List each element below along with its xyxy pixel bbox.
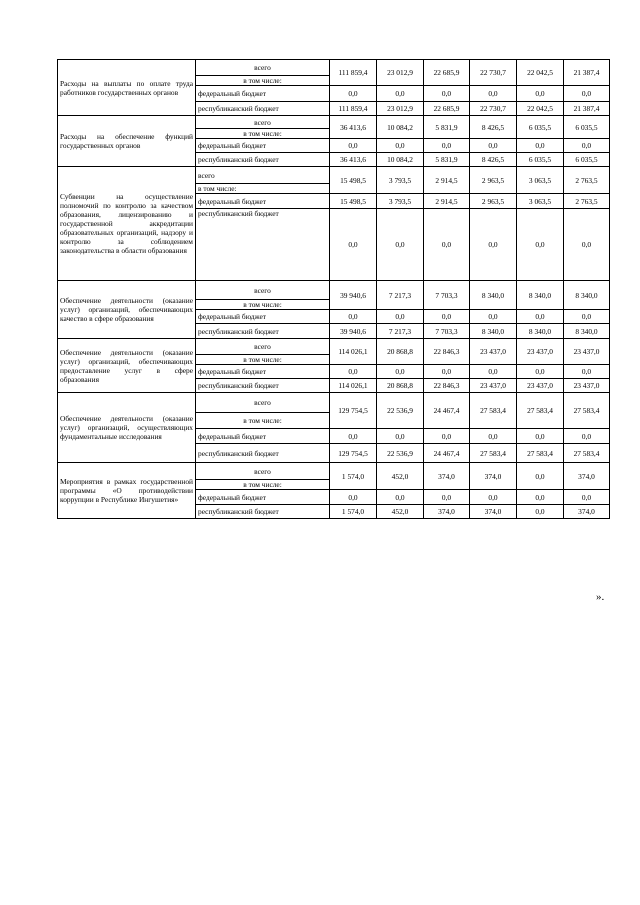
federal-value: 0,0 bbox=[424, 139, 470, 153]
total-value: 36 413,6 bbox=[330, 116, 377, 139]
total-value: 452,0 bbox=[377, 463, 424, 490]
republican-value: 20 868,8 bbox=[377, 379, 424, 393]
total-value: 23 012,9 bbox=[377, 60, 424, 86]
federal-value: 0,0 bbox=[564, 139, 610, 153]
federal-value: 0,0 bbox=[470, 86, 517, 102]
total-value: 0,0 bbox=[517, 463, 564, 490]
republican-value: 7 703,3 bbox=[424, 324, 470, 339]
total-value: 23 437,0 bbox=[564, 339, 610, 365]
total-value: 374,0 bbox=[564, 463, 610, 490]
incl-label: в том числе: bbox=[196, 76, 330, 86]
incl-label: в том числе: bbox=[196, 413, 330, 429]
republican-value: 10 084,2 bbox=[377, 153, 424, 167]
republican-value: 23 437,0 bbox=[564, 379, 610, 393]
federal-value: 0,0 bbox=[517, 86, 564, 102]
total-value: 3 793,5 bbox=[377, 167, 424, 194]
federal-value: 0,0 bbox=[424, 310, 470, 324]
table-row bbox=[58, 281, 610, 300]
federal-value: 0,0 bbox=[517, 365, 564, 379]
republican-value: 27 583,4 bbox=[470, 444, 517, 463]
total-value: 22 846,3 bbox=[424, 339, 470, 365]
federal-value: 0,0 bbox=[564, 310, 610, 324]
incl-label: в том числе: bbox=[196, 480, 330, 490]
federal-value: 0,0 bbox=[564, 490, 610, 505]
republican-label: республиканский бюджет bbox=[196, 102, 330, 116]
federal-value: 0,0 bbox=[330, 139, 377, 153]
total-value: 2 914,5 bbox=[424, 167, 470, 194]
federal-value: 0,0 bbox=[377, 310, 424, 324]
republican-value: 129 754,5 bbox=[330, 444, 377, 463]
federal-value: 15 498,5 bbox=[330, 194, 377, 209]
total-value: 7 217,3 bbox=[377, 281, 424, 310]
republican-value: 22 846,3 bbox=[424, 379, 470, 393]
total-value: 129 754,5 bbox=[330, 393, 377, 429]
federal-value: 0,0 bbox=[424, 429, 470, 444]
incl-label: в том числе: bbox=[196, 129, 330, 139]
republican-label: республиканский бюджет bbox=[196, 444, 330, 463]
federal-label: федеральный бюджет bbox=[196, 194, 330, 209]
closing-quote: ». bbox=[596, 591, 605, 603]
republican-value: 22 730,7 bbox=[470, 102, 517, 116]
federal-value: 0,0 bbox=[330, 310, 377, 324]
republican-value: 0,0 bbox=[517, 209, 564, 281]
total-value: 8 426,5 bbox=[470, 116, 517, 139]
federal-value: 0,0 bbox=[470, 139, 517, 153]
table-row bbox=[58, 60, 610, 76]
federal-label: федеральный бюджет bbox=[196, 490, 330, 505]
republican-label: республиканский бюджет bbox=[196, 505, 330, 519]
republican-value: 8 426,5 bbox=[470, 153, 517, 167]
federal-value: 0,0 bbox=[377, 86, 424, 102]
republican-value: 114 026,1 bbox=[330, 379, 377, 393]
total-label: всего bbox=[196, 116, 330, 129]
republican-value: 6 035,5 bbox=[517, 153, 564, 167]
republican-value: 27 583,4 bbox=[517, 444, 564, 463]
federal-label: федеральный бюджет bbox=[196, 139, 330, 153]
table-row bbox=[58, 339, 610, 355]
federal-value: 3 793,5 bbox=[377, 194, 424, 209]
federal-value: 0,0 bbox=[330, 365, 377, 379]
republican-label: республиканский бюджет bbox=[196, 153, 330, 167]
total-value: 22 536,9 bbox=[377, 393, 424, 429]
row-name: Расходы на выплаты по оплате труда работников государственных органов bbox=[58, 60, 196, 116]
total-value: 20 868,8 bbox=[377, 339, 424, 365]
federal-value: 0,0 bbox=[377, 429, 424, 444]
republican-label: республиканский бюджет bbox=[196, 209, 330, 281]
budget-table bbox=[57, 59, 610, 519]
republican-label: республиканский бюджет bbox=[196, 379, 330, 393]
total-value: 3 063,5 bbox=[517, 167, 564, 194]
federal-value: 0,0 bbox=[470, 429, 517, 444]
total-label: всего bbox=[196, 60, 330, 76]
republican-value: 111 859,4 bbox=[330, 102, 377, 116]
federal-value: 0,0 bbox=[330, 490, 377, 505]
federal-label: федеральный бюджет bbox=[196, 310, 330, 324]
total-value: 23 437,0 bbox=[517, 339, 564, 365]
republican-value: 27 583,4 bbox=[564, 444, 610, 463]
row-name: Обеспечение деятельности (оказание услуг) организаций, осуществляющих фундаментальные исследования bbox=[58, 393, 196, 463]
total-value: 2 963,5 bbox=[470, 167, 517, 194]
federal-value: 0,0 bbox=[564, 86, 610, 102]
republican-value: 0,0 bbox=[377, 209, 424, 281]
federal-value: 0,0 bbox=[377, 139, 424, 153]
total-value: 8 340,0 bbox=[517, 281, 564, 310]
republican-value: 22 536,9 bbox=[377, 444, 424, 463]
republican-value: 374,0 bbox=[470, 505, 517, 519]
total-label: всего bbox=[196, 281, 330, 300]
total-value: 8 340,0 bbox=[470, 281, 517, 310]
federal-value: 0,0 bbox=[424, 490, 470, 505]
total-value: 22 730,7 bbox=[470, 60, 517, 86]
republican-value: 452,0 bbox=[377, 505, 424, 519]
republican-value: 22 042,5 bbox=[517, 102, 564, 116]
federal-label: федеральный бюджет bbox=[196, 86, 330, 102]
total-label: всего bbox=[196, 339, 330, 355]
federal-value: 0,0 bbox=[330, 429, 377, 444]
total-value: 27 583,4 bbox=[564, 393, 610, 429]
republican-value: 6 035,5 bbox=[564, 153, 610, 167]
total-value: 27 583,4 bbox=[517, 393, 564, 429]
total-value: 5 831,9 bbox=[424, 116, 470, 139]
total-value: 374,0 bbox=[424, 463, 470, 490]
row-name: Обеспечение деятельности (оказание услуг) организаций, обеспечивающих качество в сфере образования bbox=[58, 281, 196, 339]
republican-value: 0,0 bbox=[424, 209, 470, 281]
republican-value: 1 574,0 bbox=[330, 505, 377, 519]
federal-value: 0,0 bbox=[470, 310, 517, 324]
incl-label: в том числе: bbox=[196, 184, 330, 194]
federal-value: 0,0 bbox=[517, 139, 564, 153]
federal-value: 0,0 bbox=[470, 490, 517, 505]
total-value: 6 035,5 bbox=[517, 116, 564, 139]
total-value: 374,0 bbox=[470, 463, 517, 490]
table-row bbox=[58, 167, 610, 184]
federal-value: 0,0 bbox=[330, 86, 377, 102]
total-value: 8 340,0 bbox=[564, 281, 610, 310]
row-name: Мероприятия в рамках государственной программы «О противодействии коррупции в Республике Ингушетия» bbox=[58, 463, 196, 519]
republican-value: 36 413,6 bbox=[330, 153, 377, 167]
total-value: 1 574,0 bbox=[330, 463, 377, 490]
total-value: 21 387,4 bbox=[564, 60, 610, 86]
row-name: Обеспечение деятельности (оказание услуг) организаций, обеспечивающих предоставление услуг в сфере образования bbox=[58, 339, 196, 393]
total-value: 111 859,4 bbox=[330, 60, 377, 86]
republican-value: 24 467,4 bbox=[424, 444, 470, 463]
total-value: 27 583,4 bbox=[470, 393, 517, 429]
table-row bbox=[58, 463, 610, 480]
federal-value: 0,0 bbox=[424, 86, 470, 102]
republican-value: 8 340,0 bbox=[564, 324, 610, 339]
federal-label: федеральный бюджет bbox=[196, 365, 330, 379]
republican-value: 21 387,4 bbox=[564, 102, 610, 116]
republican-value: 5 831,9 bbox=[424, 153, 470, 167]
federal-value: 0,0 bbox=[377, 365, 424, 379]
federal-value: 0,0 bbox=[470, 365, 517, 379]
republican-value: 0,0 bbox=[470, 209, 517, 281]
total-value: 6 035,5 bbox=[564, 116, 610, 139]
total-value: 23 437,0 bbox=[470, 339, 517, 365]
incl-label: в том числе: bbox=[196, 355, 330, 365]
republican-value: 23 437,0 bbox=[470, 379, 517, 393]
total-value: 22 042,5 bbox=[517, 60, 564, 86]
republican-value: 23 437,0 bbox=[517, 379, 564, 393]
federal-value: 2 914,5 bbox=[424, 194, 470, 209]
total-value: 39 940,6 bbox=[330, 281, 377, 310]
federal-value: 0,0 bbox=[564, 365, 610, 379]
total-label: всего bbox=[196, 463, 330, 480]
federal-value: 0,0 bbox=[424, 365, 470, 379]
federal-value: 0,0 bbox=[517, 490, 564, 505]
total-value: 10 084,2 bbox=[377, 116, 424, 139]
federal-value: 3 063,5 bbox=[517, 194, 564, 209]
table-row bbox=[58, 116, 610, 129]
republican-value: 374,0 bbox=[424, 505, 470, 519]
table-row bbox=[58, 393, 610, 413]
republican-value: 0,0 bbox=[330, 209, 377, 281]
total-value: 15 498,5 bbox=[330, 167, 377, 194]
incl-label: в том числе: bbox=[196, 300, 330, 310]
republican-value: 39 940,6 bbox=[330, 324, 377, 339]
republican-value: 374,0 bbox=[564, 505, 610, 519]
federal-label: федеральный бюджет bbox=[196, 429, 330, 444]
republican-value: 23 012,9 bbox=[377, 102, 424, 116]
republican-value: 0,0 bbox=[517, 505, 564, 519]
total-value: 7 703,3 bbox=[424, 281, 470, 310]
federal-value: 0,0 bbox=[517, 310, 564, 324]
republican-value: 8 340,0 bbox=[517, 324, 564, 339]
federal-value: 0,0 bbox=[377, 490, 424, 505]
total-label: всего bbox=[196, 167, 330, 184]
row-name: Субвенции на осуществление полномочий по контролю за качеством образования, лицензированию и государственной аккредитации образовательных организаций, надзору и контролю за соблюдением законодательства в области образования bbox=[58, 167, 196, 281]
federal-value: 0,0 bbox=[564, 429, 610, 444]
row-name: Расходы на обеспечение функций государственных органов bbox=[58, 116, 196, 167]
republican-value: 8 340,0 bbox=[470, 324, 517, 339]
republican-value: 0,0 bbox=[564, 209, 610, 281]
federal-value: 2 963,5 bbox=[470, 194, 517, 209]
republican-label: республиканский бюджет bbox=[196, 324, 330, 339]
total-value: 114 026,1 bbox=[330, 339, 377, 365]
federal-value: 2 763,5 bbox=[564, 194, 610, 209]
federal-value: 0,0 bbox=[517, 429, 564, 444]
total-label: всего bbox=[196, 393, 330, 413]
total-value: 22 685,9 bbox=[424, 60, 470, 86]
republican-value: 7 217,3 bbox=[377, 324, 424, 339]
republican-value: 22 685,9 bbox=[424, 102, 470, 116]
total-value: 24 467,4 bbox=[424, 393, 470, 429]
total-value: 2 763,5 bbox=[564, 167, 610, 194]
